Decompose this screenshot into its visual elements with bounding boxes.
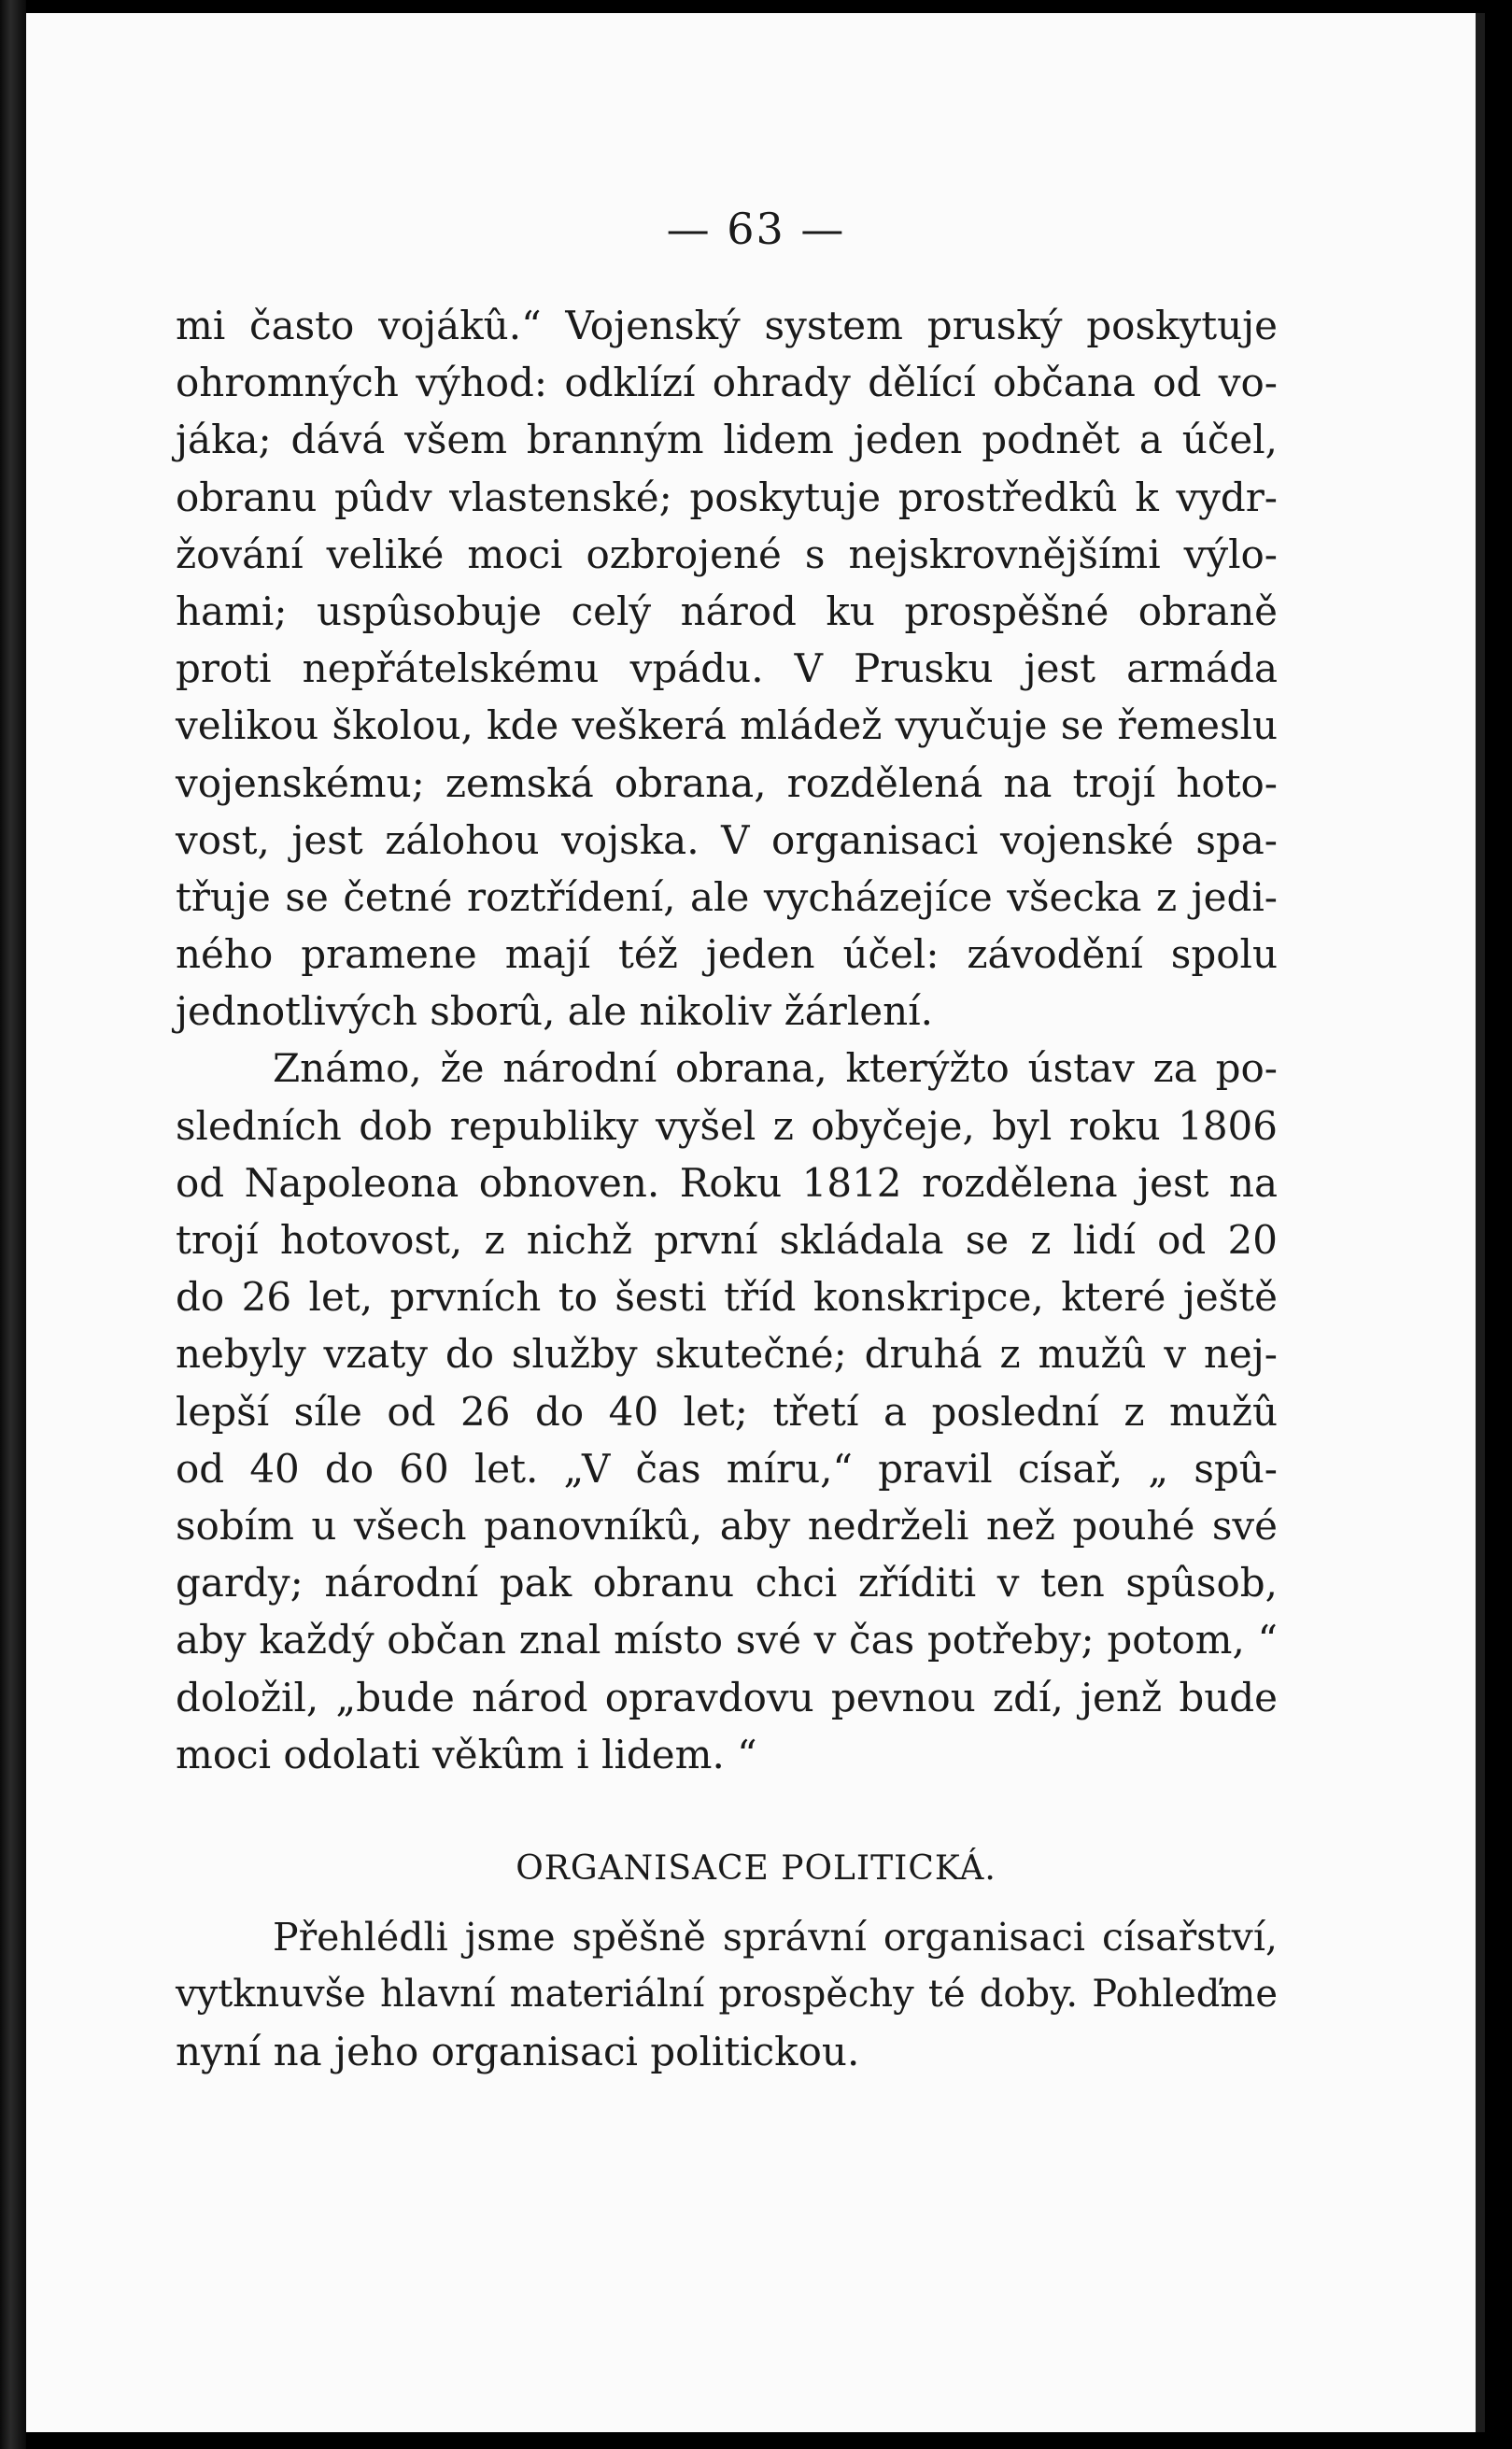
text-line: ohromných výhod: odklízí ohrady dělící občana od vo- [176,360,1278,406]
page-number: — 63 — [666,204,846,254]
text-line: aby každý občan znal místo své v čas potřeby; potom, “ [176,1617,1278,1663]
text-line: do 26 let, prvních to šesti tříd konskripce, které ještě [176,1274,1278,1321]
text-line: moci odolati věkûm i lidem. “ [176,1731,757,1777]
text-line: jáka; dává všem branným lidem jeden podnět a účel, [176,417,1278,463]
text-line: nebyly vzaty do služby skutečné; druhá z mužû v nej- [176,1331,1278,1378]
text-line: gardy; národní pak obranu chci zříditi v ten spûsob, [176,1560,1278,1607]
text-line: vytknuvše hlavní materiální prospěchy té doby. Pohleďme [176,1973,1278,2017]
text-line: sledních dob republiky vyšel z obyčeje, byl roku 1806 [176,1102,1278,1149]
text-line: proti nepřátelskému vpádu. V Prusku jest armáda [176,645,1278,692]
section-heading: ORGANISACE POLITICKÁ. [516,1849,996,1888]
text-line: obranu pûdv vlastenské; poskytuje prostředkû k vydr- [176,474,1278,520]
text-line: hami; uspûsobuje celý národ ku prospěšné obraně [176,587,1278,634]
text-line: trojí hotovost, z nichž první skládala se z lidí od 20 [176,1217,1278,1263]
section-body-text [176,1909,1278,2081]
text-line: žování veliké moci ozbrojené s nejskrovnějšími výlo- [176,531,1278,577]
book-spine-edge [0,0,26,2449]
paragraph-start-line: Přehlédli jsme spěšně správní organisaci císařství, [273,1915,1278,1960]
text-line: vojenskému; zemská obrana, rozdělená na trojí hoto- [176,759,1278,806]
text-line: ného pramene mají též jeden účel: závodění spolu [176,931,1278,978]
text-line: třuje se četné roztřídení, ale vycházejíce všecka z jedi- [176,873,1278,920]
text-line: od 40 do 60 let. „V čas míru,“ pravil císař, „ spû- [176,1445,1278,1492]
text-line: jednotlivých sborû, ale nikoliv žárlení. [176,988,933,1035]
text-line: vost, jest zálohou vojska. V organisaci vojenské spa- [176,816,1278,863]
body-text [176,297,1278,1783]
text-line: lepší síle od 26 do 40 let; třetí a poslední z mužû [176,1388,1278,1435]
text-line: od Napoleona obnoven. Roku 1812 rozdělena jest na [176,1159,1278,1206]
paragraph-start-line: Známo, že národní obrana, kterýžto ústav za po- [273,1045,1278,1092]
text-line: sobím u všech panovníkû, aby nedrželi než pouhé své [176,1502,1278,1549]
text-line: nyní na jeho organisaci politickou. [176,2029,860,2075]
text-line: doložil, „bude národ opravdovu pevnou zdí, jenž bude [176,1674,1278,1720]
text-line: mi často vojákû.“ Vojenský system pruský poskytuje [176,303,1278,348]
text-line: velikou školou, kde veškerá mládež vyučuje se řemeslu [176,702,1278,749]
